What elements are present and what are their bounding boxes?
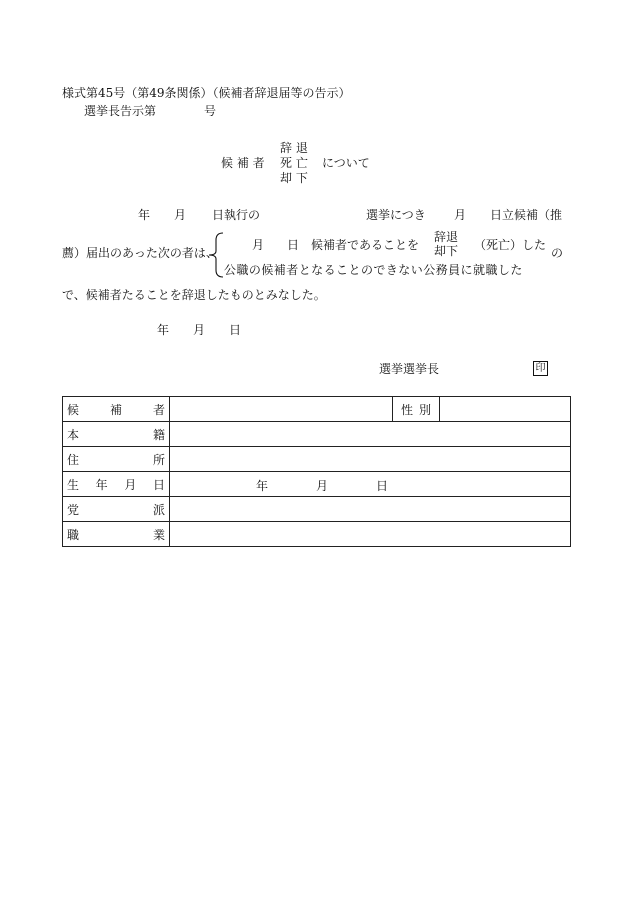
table-row [63,447,571,472]
form-title: 様式第45号（第49条関係）（候補者辞退届等の告示） [62,86,351,100]
value-candidate[interactable] [170,397,393,422]
birth-day-unit: 日 [376,479,389,493]
body-month3: 月 [252,238,265,252]
body-day3: 日 [287,238,300,252]
body-recommended: 薦）届出のあった次の者は、 [62,246,218,260]
date-day: 日 [229,323,242,337]
table-row [63,397,571,422]
left-brace [207,232,225,278]
date-month: 月 [193,323,206,337]
body-option-reject: 却下 [434,244,459,258]
value-sex[interactable] [440,397,571,422]
body-no: の [551,246,564,260]
body-election-for: 選挙につき [366,208,426,222]
body-month2: 月 [454,208,467,222]
body-day-candidacy: 日立候補（推 [490,208,563,222]
label-address: 住所 [63,447,170,472]
body-conclusion: で、候補者たることを辞退したものとみなした。 [62,288,326,302]
body-year: 年 [138,208,151,222]
label-party: 党派 [63,497,170,522]
label-candidate: 候補者 [63,397,170,422]
notice-prefix: 選挙長告示第 [84,104,157,118]
birth-year-unit: 年 [256,479,269,493]
body-public-servant: 公職の候補者となることのできない公務員に就職した [224,263,523,277]
candidate-info-table [62,396,571,547]
body-candidate-was: 候補者であることを [311,238,420,252]
title-about: について [322,156,370,170]
value-party[interactable] [170,497,571,522]
table-row [63,497,571,522]
body-option-withdraw: 辞退 [434,230,459,244]
signature-title: 選挙選挙長 [379,362,440,376]
body-month: 月 [174,208,187,222]
table-row [63,472,571,497]
title-option-death: 死 亡 [280,156,308,170]
label-sex: 性別 [393,397,440,422]
value-address[interactable] [170,447,571,472]
label-occupation: 職業 [63,522,170,547]
label-domicile: 本籍 [63,422,170,447]
value-occupation[interactable] [170,522,571,547]
body-day-held: 日執行の [212,208,261,222]
value-domicile[interactable] [170,422,571,447]
title-option-withdraw: 辞 退 [280,141,308,155]
label-birthdate: 生年月日 [63,472,170,497]
title-option-reject: 却 下 [280,171,308,185]
seal-mark: 印 [533,361,548,376]
birth-month-unit: 月 [316,479,329,493]
notice-suffix: 号 [204,104,217,118]
table-row [63,522,571,547]
date-year: 年 [157,323,170,337]
value-birthdate[interactable] [170,472,571,497]
title-candidate: 候 補 者 [221,156,265,170]
table-row [63,422,571,447]
body-died: （死亡）した [474,238,547,252]
